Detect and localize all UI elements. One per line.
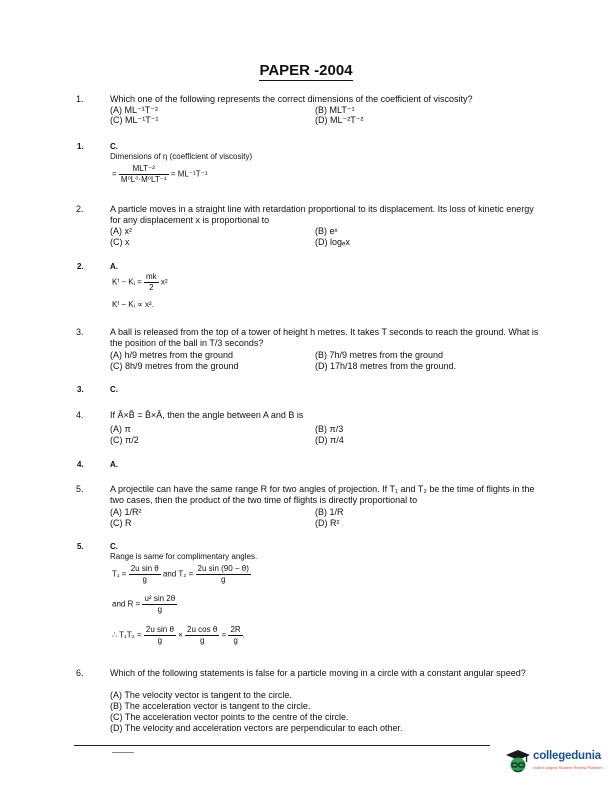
option-c: (C) 8h/9 metres from the ground — [110, 361, 239, 371]
question-text: Which of the following statements is false for a particle moving in a circle with a constant angular speed? — [110, 668, 526, 678]
answer-number: 3. — [77, 385, 84, 394]
answer-explanation: Dimensions of η (coefficient of viscosity) — [110, 152, 253, 161]
option-c: (C) x — [110, 237, 130, 247]
question-number: 4. — [76, 410, 84, 420]
answer-letter: C. — [110, 142, 118, 151]
graduate-icon — [505, 748, 531, 776]
question-number: 5. — [76, 484, 84, 494]
brand-name: collegedunia — [533, 750, 601, 762]
option-b: (B) 1/R — [315, 507, 344, 517]
option-a: (A) h/9 metres from the ground — [110, 350, 234, 360]
option-a: (A) π — [110, 424, 131, 434]
option-c: (C) ML⁻¹T⁻¹ — [110, 115, 159, 125]
option-c: (C) π/2 — [110, 435, 139, 445]
answer-equation: and R = $\frac{\text{u² sin 2θ}}{g}$ — [112, 594, 176, 614]
brand-tagline: India's largest Student Review Platform — [533, 765, 603, 770]
option-b: (B) 7h/9 metres from the ground — [315, 350, 444, 360]
option-a: (A) The velocity vector is tangent to the circle. — [110, 690, 292, 700]
answer-letter: A. — [110, 460, 118, 469]
question-number: 2. — [76, 204, 84, 214]
option-d: (D) π/4 — [315, 435, 344, 445]
page-title: PAPER -2004 — [259, 62, 353, 79]
answer-explanation: Range is same for complimentary angles. — [110, 552, 258, 561]
question-number: 3. — [76, 327, 84, 337]
answer-number: 1. — [77, 142, 84, 151]
answer-equation: Kᶠ − Kᵢ ∝ x². — [112, 300, 154, 309]
answer-equation: ∴ T₁T₂ = $\frac{\text{2u sin θ}}{g}$ × $\frac{\text{2u cos θ}}{g}$ = $\frac{2R}{g}$ . — [112, 625, 245, 645]
option-b: (B) MLT⁻¹ — [315, 105, 355, 115]
option-d: (D) logₑx — [315, 237, 350, 247]
question-text: A ball is released from the top of a tower of height h metres. It takes T seconds to reach the ground. What is the position of the ball in T/3 seconds? — [110, 327, 539, 348]
answer-equation: = $\frac{\text{MLT⁻²}}{\text{M⁰L⁰·M⁰LT⁻¹}}$ = ML⁻¹T⁻¹ — [112, 164, 208, 184]
answer-equation: Kᶠ − Kᵢ = $\frac{mk}{2}$ x² — [112, 272, 168, 292]
footer-mark — [112, 752, 134, 753]
question-text: If Ā×B̄ = B̄×Ā, then the angle between A and B is — [110, 410, 304, 420]
question-text: A projectile can have the same range R for two angles of projection. If T₁ and T₂ be the time of flights in the two cases, then the product of the two time of flights is directly proportional to — [110, 484, 535, 505]
option-d: (D) ML⁻²T⁻² — [315, 115, 364, 125]
option-d: (D) R² — [315, 518, 340, 528]
answer-letter: A. — [110, 262, 118, 271]
footer-divider — [74, 745, 490, 746]
answer-equation: T₁ = $\frac{\text{2u sin θ}}{g}$ and T₂ = $\frac{\text{2u sin (90 − θ)}}{g}$ — [112, 564, 249, 584]
answer-number: 5. — [77, 542, 84, 551]
answer-number: 4. — [77, 460, 84, 469]
answer-letter: C. — [110, 385, 118, 394]
option-c: (C) The acceleration vector points to the centre of the circle. — [110, 712, 349, 722]
answer-letter: C. — [110, 542, 118, 551]
option-b: (B) π/3 — [315, 424, 344, 434]
answer-number: 2. — [77, 262, 84, 271]
question-text: Which one of the following represents the correct dimensions of the coefficient of viscosity? — [110, 94, 473, 104]
option-a: (A) 1/R² — [110, 507, 142, 517]
brand-logo[interactable] — [505, 748, 605, 778]
question-number: 1. — [76, 94, 84, 104]
option-b: (B) eˣ — [315, 226, 338, 236]
option-b: (B) The acceleration vector is tangent to the circle. — [110, 701, 311, 711]
question-text: A particle moves in a straight line with retardation proportional to its displacement. Its loss of kinetic energy for any displacement x is proportional to — [110, 204, 534, 225]
question-number: 6. — [76, 668, 84, 678]
option-d: (D) The velocity and acceleration vectors are perpendicular to each other. — [110, 723, 403, 733]
option-d: (D) 17h/18 metres from the ground. — [315, 361, 457, 371]
option-a: (A) x² — [110, 226, 132, 236]
option-c: (C) R — [110, 518, 132, 528]
option-a: (A) ML⁻¹T⁻² — [110, 105, 158, 115]
